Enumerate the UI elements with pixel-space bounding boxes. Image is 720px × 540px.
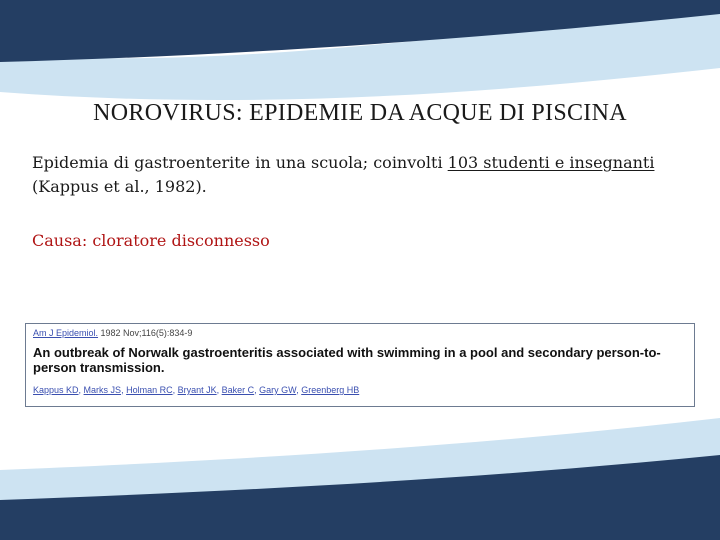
author-link[interactable]: Marks JS <box>83 385 122 395</box>
cause-text: Causa: cloratore disconnesso <box>32 231 270 250</box>
citation-authors: Kappus KD, Marks JS, Holman RC, Bryant JK, Baker C, Gary GW, Greenberg HB <box>33 385 360 395</box>
author-link[interactable]: Gary GW <box>259 385 297 395</box>
citation-journal-line <box>33 328 192 338</box>
body-highlight: 103 studenti e insegnanti <box>447 153 655 172</box>
body-paragraph <box>32 151 682 199</box>
author-link[interactable]: Kappus KD <box>33 385 79 395</box>
author-link[interactable]: Holman RC <box>126 385 173 395</box>
journal-link[interactable]: Am J Epidemiol. <box>33 328 99 338</box>
journal-details: 1982 Nov;116(5):834-9 <box>98 328 193 338</box>
citation-box <box>25 323 695 407</box>
body-prefix: Epidemia di gastroenterite in una scuola; coinvolti <box>32 153 448 172</box>
author-link[interactable]: Greenberg HB <box>301 385 360 395</box>
author-link[interactable]: Baker C <box>221 385 255 395</box>
author-link[interactable]: Bryant JK <box>177 385 217 395</box>
citation-title: An outbreak of Norwalk gastroenteritis associated with swimming in a pool and secondary person-to-person transmission. <box>33 345 661 375</box>
slide-title: NOROVIRUS: EPIDEMIE DA ACQUE DI PISCINA <box>93 100 627 126</box>
body-suffix: (Kappus et al., 1982). <box>32 177 207 196</box>
